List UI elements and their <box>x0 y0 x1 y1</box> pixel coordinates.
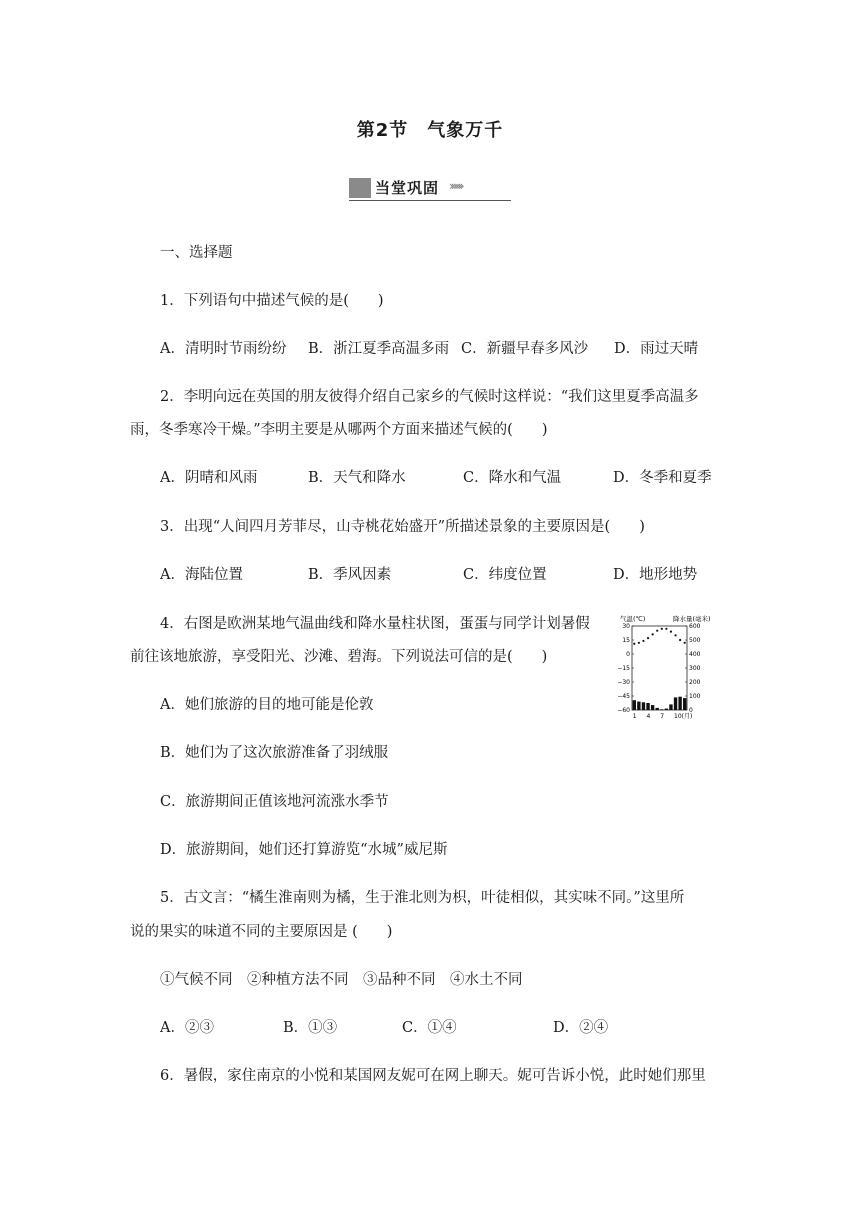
chart-right-tick-label: 400 <box>689 651 701 658</box>
chart-right-axis-label: 降水量(毫米) <box>673 615 711 623</box>
chart-precip-bar <box>656 708 659 710</box>
chart-precip-bar <box>678 697 681 710</box>
chart-x-tick-label: 7 <box>660 713 665 720</box>
q2-option-d: D．冬季和夏季 <box>613 470 712 486</box>
q5-option-a: A．②③ <box>160 1020 214 1036</box>
q3-option-d: D．地形地势 <box>613 567 698 583</box>
chart-right-tick-label: 600 <box>689 623 701 630</box>
chart-right-tick-label: 500 <box>689 637 701 644</box>
q4-option-b: B．她们为了这次旅游准备了羽绒服 <box>160 745 389 761</box>
chart-temp-point <box>661 628 663 630</box>
section-banner <box>349 176 511 201</box>
q2-option-a: A．阴晴和风雨 <box>160 470 258 486</box>
page-title: 第2节 气象万千 <box>356 120 504 141</box>
q4-option-a: A．她们旅游的目的地可能是伦敦 <box>160 697 374 713</box>
q4-option-d: D．旅游期间，她们还打算游览“水城”威尼斯 <box>160 842 448 858</box>
chart-left-tick-label: 30 <box>622 623 630 630</box>
chart-precip-bar <box>633 700 636 710</box>
chart-precip-bar <box>660 709 663 710</box>
chart-temp-point <box>684 642 686 644</box>
chart-right-tick-label: 100 <box>689 693 701 700</box>
chart-temp-point <box>656 630 658 632</box>
chart-precip-bar <box>674 697 677 710</box>
chart-temp-point <box>670 631 672 633</box>
banner-bar <box>349 178 371 198</box>
q5-items: ①气候不同 ②种植方法不同 ③品种不同 ④水土不同 <box>160 972 523 988</box>
chart-left-tick-label: −30 <box>617 679 630 686</box>
chart-x-tick-label: 10(月) <box>674 713 693 720</box>
q3-option-b: B．季风因素 <box>308 567 392 583</box>
section-heading: 一、选择题 <box>160 245 233 261</box>
banner-label: 当堂巩固 <box>375 179 440 197</box>
chart-precip-bar <box>669 704 672 710</box>
q5-option-b: B．①③ <box>283 1020 338 1036</box>
q3-option-a: A．海陆位置 <box>160 567 243 583</box>
chart-left-tick-label: −45 <box>617 693 630 700</box>
chart-left-tick-label: −60 <box>617 707 630 714</box>
chart-precip-bar <box>642 702 645 710</box>
chart-x-tick-label: 1 <box>632 713 637 720</box>
chart-left-tick-label: −15 <box>617 665 630 672</box>
chart-precip-bar <box>637 702 640 710</box>
chart-precip-bar <box>651 705 654 710</box>
chart-precip-bar <box>683 698 686 710</box>
q4-stem-line1: 4．右图是欧洲某地气温曲线和降水量柱状图，蛋蛋与同学计划暑假 <box>160 616 590 632</box>
q2-stem-line1: 2．李明向远在英国的朋友彼得介绍自己家乡的气候时这样说：“我们这里夏季高温多 <box>160 389 699 405</box>
chart-temp-point <box>674 634 676 636</box>
chart-right-tick-label: 300 <box>689 665 701 672</box>
chart-temp-point <box>647 637 649 639</box>
q3-stem: 3．出现“人间四月芳菲尽，山寺桃花始盛开”所描述景象的主要原因是( ) <box>160 519 645 535</box>
q5-option-d: D．②④ <box>553 1020 609 1036</box>
chart-left-axis-label: 气温(℃) <box>620 615 646 623</box>
chart-precip-bar <box>665 709 668 710</box>
chart-left-tick-label: 15 <box>622 637 630 644</box>
q1-option-d: D．雨过天晴 <box>614 341 699 357</box>
q6-stem-line1: 6．暑假，家住南京的小悦和某国网友妮可在网上聊天。妮可告诉小悦，此时她们那里 <box>160 1068 706 1084</box>
q1-option-a: A．清明时节雨纷纷 <box>160 341 287 357</box>
q4-stem-line2: 前往该地旅游，享受阳光、沙滩、碧海。下列说法可信的是( ) <box>130 649 548 665</box>
q2-option-b: B．天气和降水 <box>308 470 406 486</box>
chart-temp-point <box>679 639 681 641</box>
chart-left-tick-label: 0 <box>626 651 630 658</box>
chevron-icon: ››››››› <box>449 179 462 193</box>
chart-x-tick-label: 4 <box>646 713 651 720</box>
q3-option-c: C．纬度位置 <box>463 567 547 583</box>
q1-option-b: B．浙江夏季高温多雨 <box>308 341 450 357</box>
q2-stem-line2: 雨，冬季寒冷干燥。”李明主要是从哪两个方面来描述气候的( ) <box>130 422 548 438</box>
climate-chart <box>616 612 732 724</box>
chart-precip-bar <box>646 703 649 710</box>
chart-temp-point <box>665 628 667 630</box>
chart-right-tick-label: 0 <box>689 707 693 714</box>
q1-stem: 1．下列语句中描述气候的是( ) <box>160 293 384 309</box>
chart-right-tick-label: 200 <box>689 679 701 686</box>
chart-temp-point <box>652 633 654 635</box>
q5-option-c: C．①④ <box>402 1020 457 1036</box>
chart-temp-point <box>638 642 640 644</box>
chart-temp-point <box>633 643 635 645</box>
chart-temp-point <box>642 640 644 642</box>
q1-option-c: C．新疆早春多风沙 <box>461 341 589 357</box>
q2-option-c: C．降水和气温 <box>463 470 562 486</box>
q5-stem-line1: 5．古文言：“橘生淮南则为橘，生于淮北则为枳，叶徒相似，其实味不同。”这里所 <box>160 890 685 906</box>
q5-stem-line2: 说的果实的味道不同的主要原因是 ( ) <box>130 924 393 940</box>
q4-option-c: C．旅游期间正值该地河流涨水季节 <box>160 794 389 810</box>
